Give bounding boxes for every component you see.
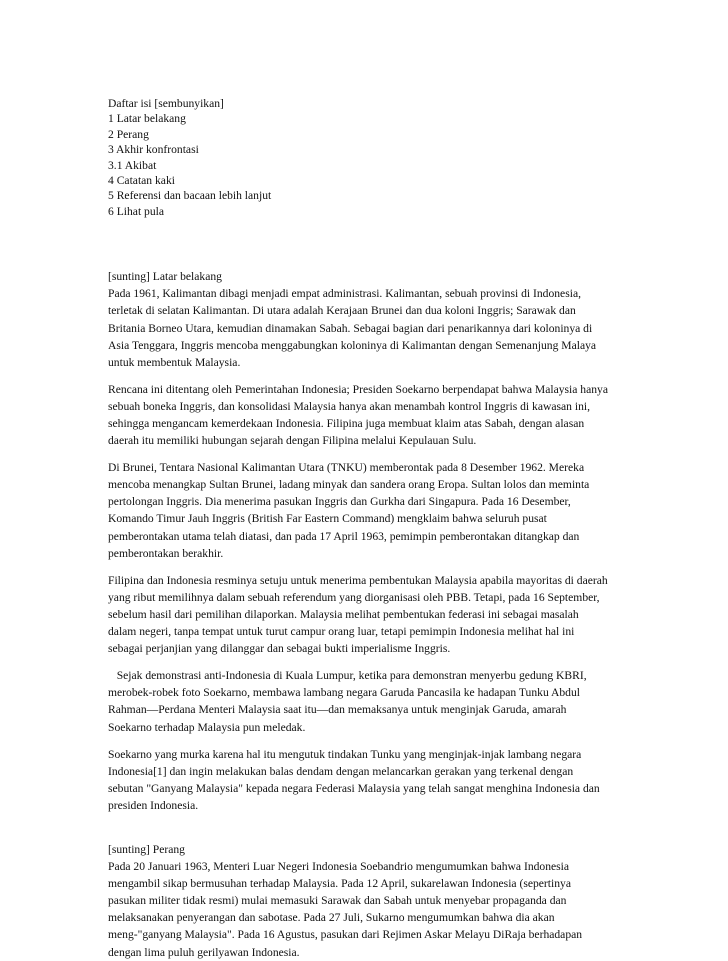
paragraph: [108, 268, 628, 371]
toc-item: 2 Perang: [108, 127, 149, 141]
text-line: pemberontakan utama telah diatasi, dan pada 17 April 1963, pemimpin pemberontakan ditangkap dan: [108, 529, 580, 543]
text-line: presiden Indonesia.: [108, 798, 199, 812]
text-line: untuk membentuk Malaysia.: [108, 355, 241, 369]
text-line: Indonesia[1] dan ingin melakukan balas dendam dengan melancarkan gerakan yang terkenal dengan: [108, 764, 574, 778]
text-line: pemberontakan berakhir.: [108, 546, 224, 560]
text-line: dalam negeri, tanpa tempat untuk turut campur orang luar, tetapi pemimpin Indonesia melihat hal ini: [108, 625, 575, 639]
text-line: sehingga mengancam kemerdekaan Indonesia. Filipina juga membuat klaim atas Sabah, dengan alasan: [108, 417, 585, 430]
text-line: Pada 20 Januari 1963, Menteri Luar Negeri Indonesia Soebandrio mengumumkan bahwa Indonesia: [108, 860, 570, 874]
toc-title: Daftar isi [sembunyikan]: [108, 97, 224, 110]
text-line: mengambil sikap bermusuhan terhadap Malaysia. Pada 12 April, sukarelawan Indonesia (sepertinya: [108, 877, 571, 891]
text-line: pasukan militer tidak resmi) mulai memasuki Sarawak dan Sabah untuk menyebar propaganda dan: [108, 894, 567, 908]
text-line: Pada 1961, Kalimantan dibagi menjadi empat administrasi. Kalimantan, sebuah provinsi di Indonesia,: [108, 287, 581, 301]
paragraph: [108, 667, 628, 735]
text-line: Rahman—Perdana Menteri Malaysia saat itu—dan memaksanya untuk menginjak Garuda, amarah: [108, 703, 567, 717]
text-line: pertolongan Inggris. Dia menerima pasukan Inggris dan Gurkha dari Singapura. Pada 16 Desember,: [108, 495, 571, 509]
text-line: Sejak demonstrasi anti-Indonesia di Kuala Lumpur, ketika para demonstran menyerbu gedung KBRI,: [108, 669, 587, 683]
text-line: Soekarno terhadap Malaysia pun meledak.: [108, 720, 306, 734]
text-line: Filipina dan Indonesia resminya setuju untuk menerima pembentukan Malaysia apabila mayoritas di daerah: [108, 573, 608, 587]
paragraph: [108, 746, 628, 814]
text-line: sebagai perjanjian yang dilanggar dan sebagai bukti imperialisme Inggris.: [108, 642, 451, 656]
text-line: dengan lima puluh gerilyawan Indonesia.: [108, 945, 300, 959]
toc-item: 1 Latar belakang: [108, 112, 186, 126]
toc-item: 3 Akhir konfrontasi: [108, 143, 199, 157]
text-line: terletak di selatan Kalimantan. Di utara adalah Kerajaan Brunei dan dua koloni Inggris; Sarawak dan: [108, 304, 576, 318]
text-line: Komando Timur Jauh Inggris (British Far Eastern Command) mengklaim bahwa seluruh pusat: [108, 512, 547, 526]
section-latar-belakang: [108, 268, 628, 814]
text-line: Soekarno yang murka karena hal itu mengutuk tindakan Tunku yang menginjak-injak lambang negara: [108, 747, 582, 761]
text-line: daerah itu memiliki hubungan sejarah dengan Filipina melalui Kepulauan Sulu.: [108, 434, 477, 448]
text-line: Britania Borneo Utara, kemudian dinamakan Sabah. Sebagai bagian dari penarikannya dari koloninya di: [108, 321, 593, 335]
paragraph: [108, 459, 628, 562]
paragraph: [108, 572, 628, 657]
toc-item: 6 Lihat pula: [108, 204, 165, 218]
document-page: [108, 96, 628, 961]
text-line: sebelum hasil dari pemilihan dilaporkan. Malaysia melihat pembentukan federasi ini sebagai masalah: [108, 607, 579, 621]
text-line: sebutan "Ganyang Malaysia" kepada negara Federasi Malaysia yang telah sangat menghina Indonesia dan: [108, 781, 600, 795]
paragraph: [108, 381, 628, 449]
text-line: yang ribut memilihnya dalam sebuah referendum yang diorganisasi oleh PBB. Tetapi, pada 16 September,: [108, 590, 600, 604]
section-heading: [sunting] Perang: [108, 842, 185, 856]
text-line: Asia Tenggara, Inggris mencoba menggabungkan koloninya di Kalimantan dengan Semenanjung Malaya: [108, 338, 597, 352]
text-line: Rencana ini ditentang oleh Pemerintahan Indonesia; Presiden Soekarno berpendapat bahwa Malaysia hanya: [108, 382, 608, 396]
text-line: Di Brunei, Tentara Nasional Kalimantan Utara (TNKU) memberontak pada 8 Desember 1962. Mereka: [108, 461, 585, 475]
text-line: meng-"ganyang Malaysia". Pada 16 Agustus, pasukan dari Rejimen Askar Melayu DiRaja berhadapan: [108, 928, 583, 942]
toc-item: 5 Referensi dan bacaan lebih lanjut: [108, 189, 272, 203]
text-line: mencoba menangkap Sultan Brunei, ladang minyak dan sandera orang Eropa. Sultan lolos dan meminta: [108, 478, 590, 492]
table-of-contents: [108, 96, 628, 219]
toc-item: 3.1 Akibat: [108, 158, 157, 172]
text-line: sebuah boneka Inggris, dan konsolidasi Malaysia hanya akan menambah kontrol Inggris di kawasan ini,: [108, 399, 590, 413]
text-line: melaksanakan penyerangan dan sabotase. Pada 27 Juli, Sukarno mengumumkan bahwa dia akan: [108, 911, 555, 925]
section-heading: [sunting] Latar belakang: [108, 270, 222, 284]
toc-item: 4 Catatan kaki: [108, 174, 175, 188]
text-line: merobek-robek foto Soekarno, membawa lambang negara Garuda Pancasila ke hadapan Tunku Abdul: [108, 686, 580, 700]
